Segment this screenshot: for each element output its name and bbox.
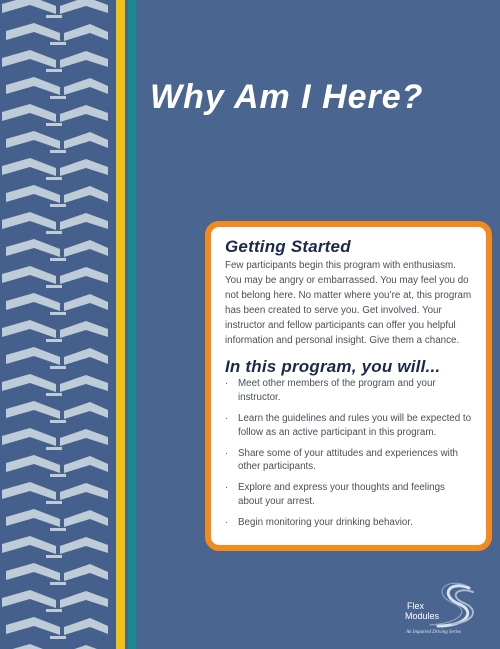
program-list-item (225, 447, 472, 475)
tread-lug (2, 428, 56, 446)
tread-sipe (46, 285, 62, 288)
tread-block (2, 0, 108, 18)
tread-block (6, 617, 108, 639)
tread-lug (6, 23, 60, 41)
tread-sipe (46, 177, 62, 180)
tread-sipe (46, 393, 62, 396)
tread-lug (2, 0, 56, 14)
bullet-icon: · (225, 482, 229, 494)
tread-lug (6, 347, 60, 365)
tread-lug (6, 455, 60, 473)
flex-modules-logo (396, 582, 492, 642)
tread-lug (6, 563, 60, 581)
tread-block (2, 590, 108, 612)
tread-sipe (46, 609, 62, 612)
tread-block (2, 158, 108, 180)
tread-lug (2, 590, 56, 608)
tread-sipe (46, 231, 62, 234)
tread-lug (6, 293, 60, 311)
page-title: Why Am I Here? (150, 78, 424, 116)
tread-lug (6, 131, 60, 149)
tread-sipe (50, 420, 66, 423)
tread-block (2, 104, 108, 126)
tread-lug (64, 24, 108, 41)
tire-tread-border (0, 0, 116, 649)
tread-lug (2, 266, 56, 284)
tread-lug (6, 185, 60, 203)
program-item-text: Begin monitoring your drinking behavior. (238, 516, 413, 528)
tread-sipe (50, 366, 66, 369)
tread-lug (64, 240, 108, 257)
tread-sipe (46, 447, 62, 450)
program-heading: In this program, you will... (225, 357, 441, 377)
tread-lug (2, 212, 56, 230)
program-item-text: Meet other members of the program and your instructor. (238, 378, 436, 404)
tread-lug (2, 644, 56, 649)
tread-lug (64, 456, 108, 473)
tread-block (6, 131, 108, 153)
content-card (205, 221, 492, 551)
tread-lug (6, 617, 60, 635)
tread-block (2, 320, 108, 342)
tread-sipe (46, 69, 62, 72)
tread-block (2, 212, 108, 234)
tread-sipe (50, 582, 66, 585)
tread-block (6, 23, 108, 45)
tread-lug (60, 429, 108, 446)
tread-sipe (50, 474, 66, 477)
tread-sipe (50, 204, 66, 207)
logo-word-modules: Modules (405, 611, 440, 621)
program-list-item (225, 516, 472, 530)
tread-block (6, 401, 108, 423)
program-item-text: Learn the guidelines and rules you will be expected to follow as an active participant in this program. (238, 413, 472, 438)
tread-sipe (46, 123, 62, 126)
tread-lug (60, 375, 108, 392)
program-item-text: Explore and express your thoughts and feelings about your arrest. (238, 482, 445, 508)
tread-lug (6, 401, 60, 419)
tread-block (6, 563, 108, 585)
tread-lug (60, 483, 108, 500)
tread-lug (2, 50, 56, 68)
tread-lug (6, 239, 60, 257)
tread-block (2, 536, 108, 558)
tread-lug (60, 537, 108, 554)
tread-lug (2, 482, 56, 500)
tread-lug (64, 348, 108, 365)
tread-lug (64, 78, 108, 95)
tread-lug (64, 402, 108, 419)
tread-block (6, 509, 108, 531)
tread-lug (60, 267, 108, 284)
logo-word-flex: Flex (407, 601, 425, 611)
tire-tread-pattern (0, 0, 116, 649)
tread-sipe (46, 555, 62, 558)
tread-lug (64, 564, 108, 581)
tread-block (6, 77, 108, 99)
tread-sipe (50, 528, 66, 531)
tread-block (6, 185, 108, 207)
tread-block (6, 455, 108, 477)
bullet-icon: · (225, 378, 229, 390)
tread-lug (64, 294, 108, 311)
tread-lug (2, 536, 56, 554)
logo-tagline: An Impaired Driving Series (406, 630, 462, 635)
tread-lug (60, 51, 108, 68)
tread-lug (60, 213, 108, 230)
tread-block (2, 266, 108, 288)
tread-lug (64, 618, 108, 635)
tread-lug (60, 105, 108, 122)
tread-block (2, 482, 108, 504)
tread-sipe (46, 339, 62, 342)
teal-stripe (128, 0, 136, 649)
tread-sipe (50, 42, 66, 45)
tread-block (2, 644, 108, 649)
tread-block (2, 50, 108, 72)
bullet-icon: · (225, 447, 229, 459)
program-item-text: Share some of your attitudes and experiences with other participants. (238, 447, 459, 473)
tread-lug (2, 158, 56, 176)
tread-block (6, 347, 108, 369)
program-list (225, 377, 472, 529)
tread-lug (6, 509, 60, 527)
tread-sipe (50, 150, 66, 153)
tread-lug (64, 132, 108, 149)
tread-block (6, 293, 108, 315)
program-list-item (225, 481, 472, 509)
tread-lug (2, 320, 56, 338)
program-list-item (225, 377, 472, 405)
tread-block (2, 374, 108, 396)
tread-block (2, 428, 108, 450)
tread-lug (60, 0, 108, 14)
tread-lug (6, 77, 60, 95)
program-list-item (225, 412, 472, 440)
tread-lug (60, 159, 108, 176)
tread-lug (64, 186, 108, 203)
yellow-stripe (116, 0, 125, 649)
tread-sipe (46, 15, 62, 18)
tread-lug (60, 321, 108, 338)
tread-lug (2, 104, 56, 122)
tread-sipe (50, 96, 66, 99)
tread-sipe (50, 312, 66, 315)
tread-lug (60, 591, 108, 608)
getting-started-heading: Getting Started (225, 237, 351, 256)
tread-lug (2, 374, 56, 392)
tread-sipe (50, 258, 66, 261)
getting-started-paragraph: Few participants begin this program with enthusiasm. You may be angry or embarrassed. You may feel you do not belong here. No matter where you’re at, this program has been created to serve you. Get involved. Your instructor and fellow participants can offer you helpful information and personal insight. Give them a chance. (225, 260, 472, 346)
bullet-icon: · (225, 413, 229, 425)
tread-lug (64, 510, 108, 527)
tread-sipe (46, 501, 62, 504)
tread-sipe (50, 636, 66, 639)
tread-lug (60, 645, 108, 649)
tread-block (6, 239, 108, 261)
bullet-icon: · (225, 516, 229, 528)
